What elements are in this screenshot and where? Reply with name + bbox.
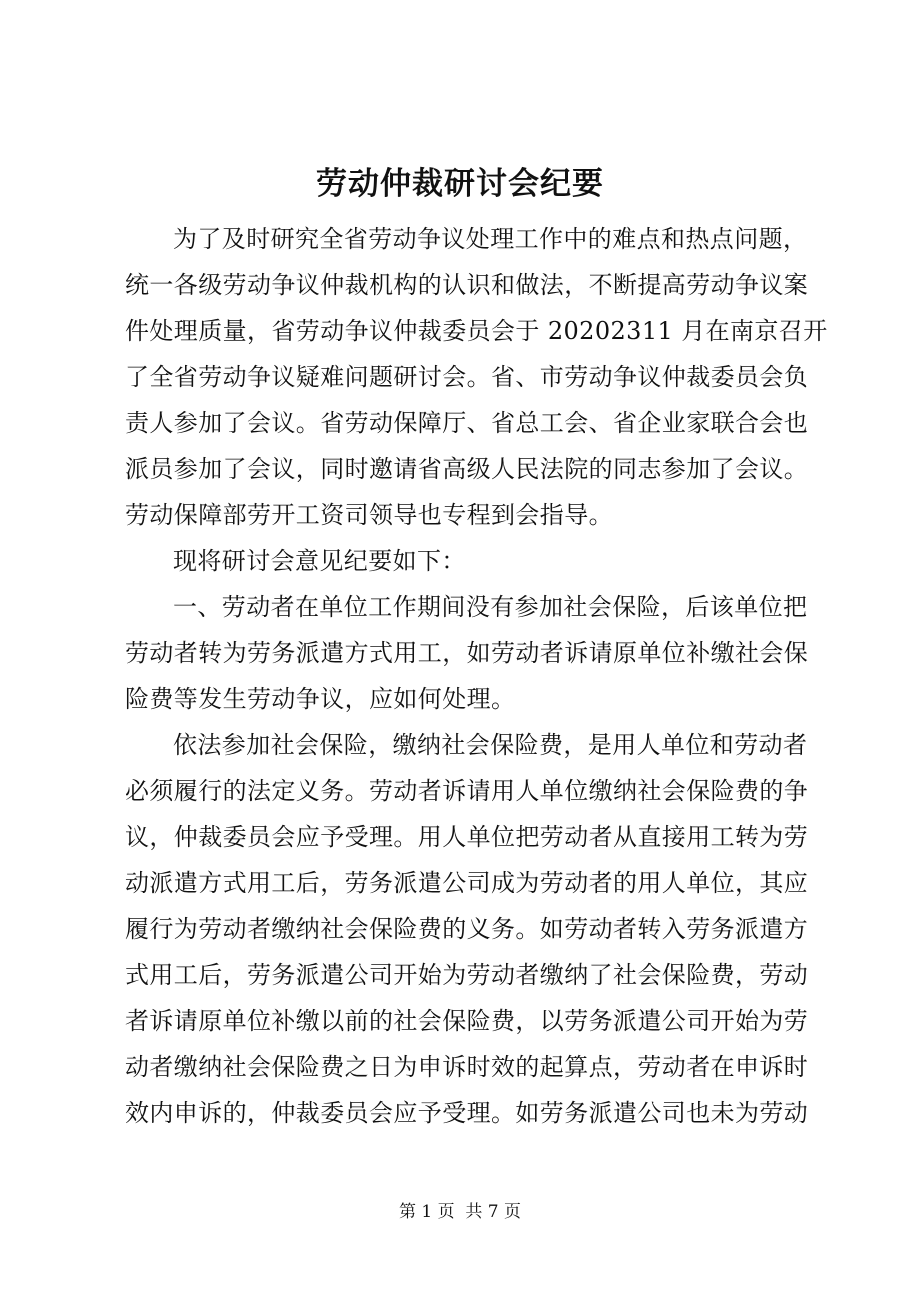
paragraph-line: 履行为劳动者缴纳社会保险费的义务。如劳动者转入劳务派遣方 xyxy=(125,915,809,943)
paragraph-line: 责人参加了会议。省劳动保障厅、省总工会、省企业家联合会也 xyxy=(125,409,809,437)
page-number-label: 第 1 页 共 7 页 xyxy=(398,1202,522,1222)
paragraph-line: 件处理质量，省劳动争议仲裁委员会于 20202311 月在南京召开 xyxy=(125,317,828,345)
paragraph-line: 为了及时研究全省劳动争议处理工作中的难点和热点问题， xyxy=(173,225,808,253)
page-footer xyxy=(0,1200,920,1224)
paragraph-line: 效内申诉的，仲裁委员会应予受理。如劳务派遣公司也未为劳动 xyxy=(125,1099,809,1127)
paragraph-line: 者诉请原单位补缴以前的社会保险费，以劳务派遣公司开始为劳 xyxy=(125,1007,809,1035)
paragraph-line: 派员参加了会议，同时邀请省高级人民法院的同志参加了会议。 xyxy=(125,455,809,483)
paragraph-line: 动派遣方式用工后，劳务派遣公司成为劳动者的用人单位，其应 xyxy=(125,869,809,897)
paragraph-line: 议，仲裁委员会应予受理。用人单位把劳动者从直接用工转为劳 xyxy=(125,823,809,851)
paragraph-line: 统一各级劳动争议仲裁机构的认识和做法，不断提高劳动争议案 xyxy=(125,271,809,299)
paragraph-line: 劳动者转为劳务派遣方式用工，如劳动者诉请原单位补缴社会保 xyxy=(125,639,809,667)
paragraph-line: 动者缴纳社会保险费之日为申诉时效的起算点，劳动者在申诉时 xyxy=(125,1053,809,1081)
paragraph-line: 依法参加社会保险，缴纳社会保险费，是用人单位和劳动者 xyxy=(173,731,808,759)
document-title: 劳动仲裁研讨会纪要 xyxy=(316,166,604,202)
paragraph-line: 险费等发生劳动争议，应如何处理。 xyxy=(125,685,516,713)
paragraph-line: 了全省劳动争议疑难问题研讨会。省、市劳动争议仲裁委员会负 xyxy=(125,363,809,391)
paragraph-line: 现将研讨会意见纪要如下： xyxy=(173,547,466,575)
paragraph-line: 式用工后，劳务派遣公司开始为劳动者缴纳了社会保险费，劳动 xyxy=(125,961,809,989)
document-body xyxy=(125,216,828,1136)
paragraph-line: 必须履行的法定义务。劳动者诉请用人单位缴纳社会保险费的争 xyxy=(125,777,809,805)
paragraph-line: 一、劳动者在单位工作期间没有参加社会保险，后该单位把 xyxy=(173,593,808,621)
paragraph-line: 劳动保障部劳开工资司领导也专程到会指导。 xyxy=(125,501,613,529)
